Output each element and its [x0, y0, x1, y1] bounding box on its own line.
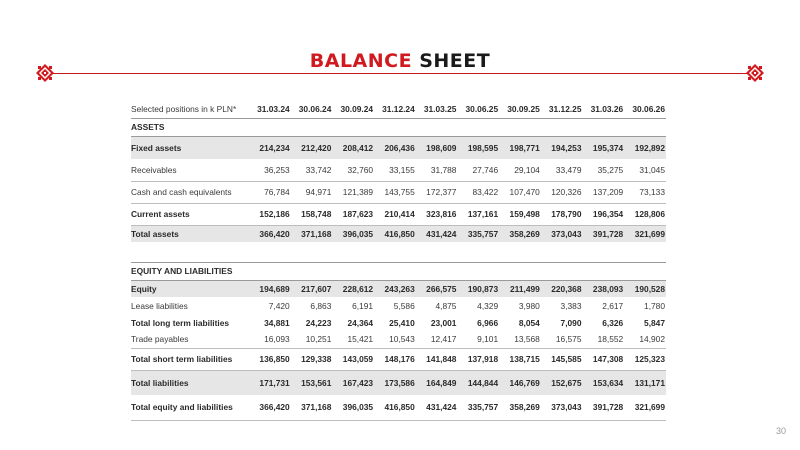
- table-row: [131, 314, 666, 331]
- cell-value: 6,863: [310, 300, 332, 311]
- cell-value: 29,104: [499, 159, 541, 181]
- page-title: [0, 50, 800, 72]
- cell-value: 25,410: [389, 317, 415, 328]
- equity-section-row: [131, 262, 666, 280]
- cell-value: 190,873: [457, 280, 499, 297]
- cell-value: 83,422: [457, 181, 499, 203]
- row-label: Total short term liabilities: [131, 348, 249, 370]
- cell-value: 1,780: [644, 300, 665, 311]
- cell-value: 33,155: [374, 159, 416, 181]
- cell-value: 14,902: [624, 331, 666, 348]
- cell-value: 321,699: [624, 395, 666, 420]
- row-label: Total equity and liabilities: [131, 395, 249, 420]
- cell-value: 158,748: [291, 203, 333, 225]
- period-header: 31.03.25: [423, 103, 457, 114]
- cell-value: 178,790: [541, 203, 583, 225]
- cell-value: 198,609: [416, 136, 458, 159]
- cell-value: 208,412: [332, 136, 374, 159]
- cell-value: 396,035: [332, 225, 374, 242]
- cell-value: 214,234: [249, 136, 291, 159]
- cell-value: 152,186: [249, 203, 291, 225]
- table-row: [131, 181, 666, 203]
- cell-value: 31,045: [624, 159, 666, 181]
- row-label: Current assets: [131, 203, 249, 225]
- cell-value: 212,420: [291, 136, 333, 159]
- cell-value: 136,850: [249, 348, 291, 370]
- cell-value: 6,191: [352, 300, 374, 311]
- cell-value: 10,251: [291, 331, 333, 348]
- cell-value: 31,788: [416, 159, 458, 181]
- cell-value: 12,417: [416, 331, 458, 348]
- row-label: Lease liabilities: [131, 300, 188, 311]
- cell-value: 371,168: [291, 395, 333, 420]
- cell-value: 358,269: [499, 225, 541, 242]
- cell-value: 173,586: [374, 370, 416, 395]
- cell-value: 4,329: [477, 300, 499, 311]
- cell-value: 366,420: [249, 225, 291, 242]
- cell-value: 24,364: [347, 317, 374, 328]
- cell-value: 391,728: [583, 225, 625, 242]
- cell-value: 373,043: [541, 225, 583, 242]
- cell-value: 217,607: [291, 280, 333, 297]
- cell-value: 73,133: [624, 181, 666, 203]
- cell-value: 121,389: [332, 181, 374, 203]
- cell-value: 431,424: [416, 395, 458, 420]
- cell-value: 373,043: [541, 395, 583, 420]
- cell-value: 9,101: [457, 331, 499, 348]
- header-label: Selected positions in k PLN*: [131, 103, 237, 114]
- cell-value: 187,623: [332, 203, 374, 225]
- cell-value: 27,746: [457, 159, 499, 181]
- cell-value: 16,575: [541, 331, 583, 348]
- table-row: [131, 136, 666, 159]
- cell-value: 171,731: [249, 370, 291, 395]
- cell-value: 198,771: [499, 136, 541, 159]
- cell-value: 371,168: [291, 225, 333, 242]
- cell-value: 194,689: [249, 280, 291, 297]
- cell-value: 266,575: [416, 280, 458, 297]
- cell-value: 196,354: [583, 203, 625, 225]
- cell-value: 159,498: [499, 203, 541, 225]
- cell-value: 335,757: [457, 225, 499, 242]
- equity-section-label: EQUITY AND LIABILITIES: [131, 266, 233, 276]
- cell-value: 141,848: [416, 348, 458, 370]
- period-header: 30.06.26: [632, 103, 665, 114]
- cell-value: 18,552: [583, 331, 625, 348]
- cell-value: 194,253: [541, 136, 583, 159]
- cell-value: 391,728: [583, 395, 625, 420]
- table-row: [131, 297, 666, 314]
- cell-value: 24,223: [305, 317, 332, 328]
- table-row: [131, 395, 666, 420]
- cell-value: 33,742: [291, 159, 333, 181]
- cell-value: 138,715: [499, 348, 541, 370]
- period-header: 31.12.24: [382, 103, 415, 114]
- title-part-sheet: SHEET: [419, 50, 491, 72]
- cell-value: 76,784: [249, 181, 291, 203]
- cell-value: 416,850: [374, 395, 416, 420]
- cell-value: 206,436: [374, 136, 416, 159]
- cell-value: 238,093: [583, 280, 625, 297]
- cell-value: 94,971: [291, 181, 333, 203]
- cell-value: 3,980: [518, 300, 540, 311]
- cell-value: 195,374: [583, 136, 625, 159]
- table-row: [131, 348, 666, 370]
- table-row: [131, 370, 666, 395]
- cell-value: 167,423: [332, 370, 374, 395]
- cell-value: 32,760: [332, 159, 374, 181]
- cell-value: 143,059: [332, 348, 374, 370]
- cell-value: 366,420: [249, 395, 291, 420]
- table-row: [131, 203, 666, 225]
- section-spacer: [131, 242, 666, 262]
- cell-value: 16,093: [249, 331, 291, 348]
- cell-value: 107,470: [499, 181, 541, 203]
- row-label: Fixed assets: [131, 136, 249, 159]
- cell-value: 5,586: [393, 300, 415, 311]
- cell-value: 128,806: [624, 203, 666, 225]
- cell-value: 35,275: [583, 159, 625, 181]
- cell-value: 147,308: [583, 348, 625, 370]
- cell-value: 146,769: [499, 370, 541, 395]
- title-part-balance: BALANCE: [309, 50, 413, 72]
- cell-value: 172,377: [416, 181, 458, 203]
- period-header: 31.03.26: [590, 103, 624, 114]
- cell-value: 137,209: [583, 181, 625, 203]
- cell-value: 5,847: [644, 317, 665, 328]
- row-label: Receivables: [131, 159, 249, 181]
- period-header: 30.06.25: [465, 103, 499, 114]
- table-row: [131, 331, 666, 348]
- cell-value: 153,561: [291, 370, 333, 395]
- cell-value: 7,090: [560, 317, 582, 328]
- cell-value: 6,326: [602, 317, 624, 328]
- cell-value: 148,176: [374, 348, 416, 370]
- cell-value: 220,368: [541, 280, 583, 297]
- cell-value: 164,849: [416, 370, 458, 395]
- cell-value: 6,966: [477, 317, 499, 328]
- cell-value: 129,338: [291, 348, 333, 370]
- cell-value: 3,383: [560, 300, 582, 311]
- cell-value: 145,585: [541, 348, 583, 370]
- cell-value: 431,424: [416, 225, 458, 242]
- row-label: Total long term liabilities: [131, 317, 230, 328]
- cell-value: 211,499: [499, 280, 541, 297]
- page-number: 30: [775, 426, 786, 436]
- cell-value: 335,757: [457, 395, 499, 420]
- period-header: 31.03.24: [257, 103, 290, 114]
- period-header: 30.09.24: [340, 103, 374, 114]
- cell-value: 152,675: [541, 370, 583, 395]
- cell-value: 2,617: [602, 300, 624, 311]
- right-ornament-icon: [746, 64, 764, 82]
- cell-value: 396,035: [332, 395, 374, 420]
- cell-value: 228,612: [332, 280, 374, 297]
- cell-value: 243,263: [374, 280, 416, 297]
- cell-value: 120,326: [541, 181, 583, 203]
- cell-value: 7,420: [268, 300, 290, 311]
- table-row: [131, 225, 666, 242]
- cell-value: 416,850: [374, 225, 416, 242]
- cell-value: 143,755: [374, 181, 416, 203]
- title-divider-line: [45, 73, 755, 74]
- cell-value: 125,323: [624, 348, 666, 370]
- row-label: Equity: [131, 280, 249, 297]
- cell-value: 33,479: [541, 159, 583, 181]
- cell-value: 144,844: [457, 370, 499, 395]
- assets-section-row: [131, 118, 666, 136]
- row-label: Total liabilities: [131, 370, 249, 395]
- cell-value: 23,001: [430, 317, 457, 328]
- table-row: [131, 159, 666, 181]
- cell-value: 13,568: [499, 331, 541, 348]
- cell-value: 321,699: [624, 225, 666, 242]
- cell-value: 323,816: [416, 203, 458, 225]
- cell-value: 4,875: [435, 300, 457, 311]
- cell-value: 358,269: [499, 395, 541, 420]
- period-header: 30.06.24: [298, 103, 332, 114]
- cell-value: 137,161: [457, 203, 499, 225]
- cell-value: 153,634: [583, 370, 625, 395]
- cell-value: 198,595: [457, 136, 499, 159]
- cell-value: 10,543: [374, 331, 416, 348]
- cell-value: 15,421: [332, 331, 374, 348]
- row-label: Trade payables: [131, 331, 249, 348]
- cell-value: 131,171: [624, 370, 666, 395]
- period-header: 30.09.25: [507, 103, 540, 114]
- row-label: Total assets: [131, 225, 249, 242]
- period-header: 31.12.25: [548, 103, 582, 114]
- balance-sheet-table: [131, 100, 666, 421]
- left-ornament-icon: [36, 64, 54, 82]
- cell-value: 210,414: [374, 203, 416, 225]
- row-label: Cash and cash equivalents: [131, 181, 249, 203]
- cell-value: 192,892: [624, 136, 666, 159]
- table-row: [131, 280, 666, 297]
- cell-value: 137,918: [457, 348, 499, 370]
- assets-section-label: ASSETS: [131, 122, 165, 132]
- table-header-row: [131, 100, 666, 118]
- cell-value: 190,528: [624, 280, 666, 297]
- cell-value: 8,054: [518, 317, 540, 328]
- cell-value: 34,881: [264, 317, 290, 328]
- cell-value: 36,253: [249, 159, 291, 181]
